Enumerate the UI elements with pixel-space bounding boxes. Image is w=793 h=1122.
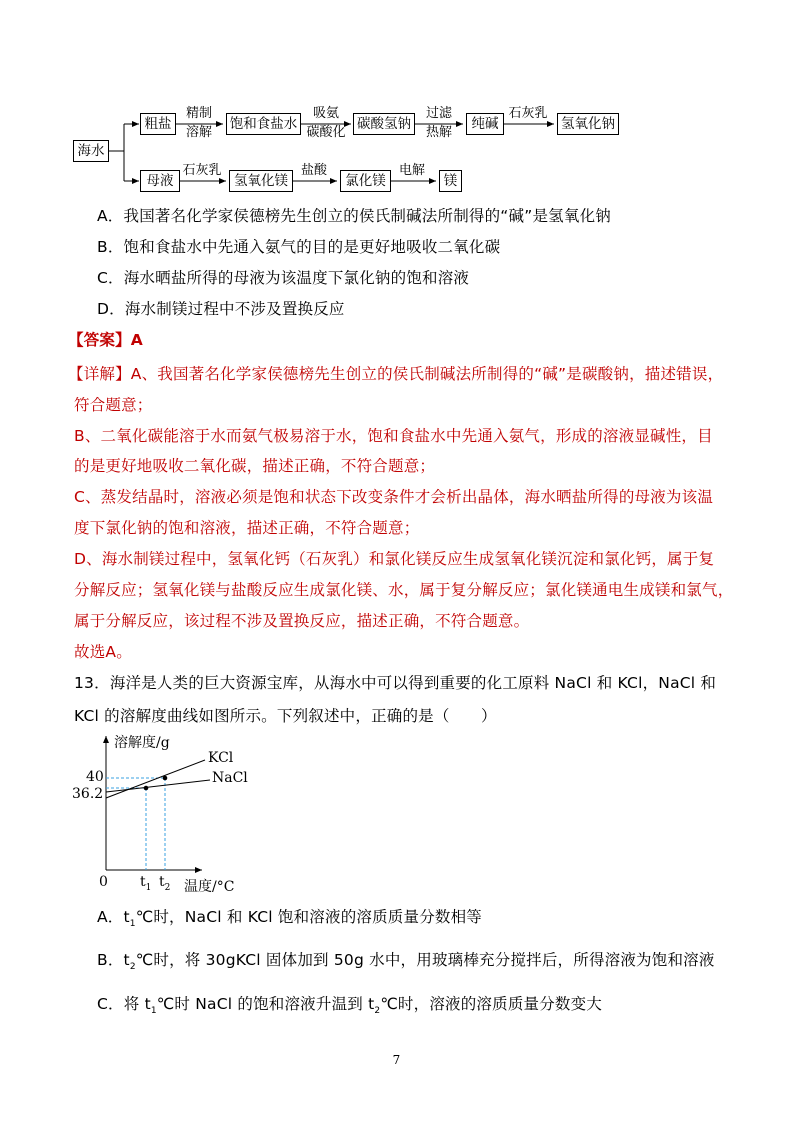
q13-stem-line-2: KCl 的溶解度曲线如图所示。下列叙述中，正确的是（ ） <box>74 707 497 725</box>
box-bicarbonate: 碳酸氢钠 <box>353 113 415 135</box>
q12-option-c: C．海水晒盐所得的母液为该温度下氯化钠的饱和溶液 <box>97 269 470 287</box>
label-step3-top: 过滤 <box>425 106 452 121</box>
chart-ylabel: 溶解度/g <box>114 735 170 751</box>
box-seawater: 海水 <box>73 140 109 162</box>
label-step5-top: 石灰乳 <box>182 163 222 178</box>
intersection-point <box>144 786 149 791</box>
q13-stem-line-1: 13．海洋是人类的巨大资源宝库，从海水中可以得到重要的化工原料 NaCl 和 KCl，NaCl 和 <box>74 674 717 692</box>
legend-kcl: KCl <box>208 750 234 766</box>
q12-option-d: D．海水制镁过程中不涉及置换反应 <box>97 300 345 318</box>
box-naoh: 氢氧化钠 <box>557 113 619 135</box>
y-tick-362: 36.2 <box>72 786 104 802</box>
detail-line-8: 分解反应；氢氧化镁与盐酸反应生成氯化镁、水，属于复分解反应；氯化镁通电生成镁和氯气， <box>74 581 734 599</box>
label-step2-top: 吸氨 <box>312 106 339 121</box>
answer-line: 【答案】A <box>68 331 143 349</box>
label-step3-bottom: 热解 <box>425 125 452 140</box>
q13-option-a: A．$t_1℃$时，NaCl 和 KCl 饱和溶液的溶质质量分数相等 <box>97 908 482 930</box>
y-tick-40: 40 <box>86 769 104 785</box>
page-number: 7 <box>392 1053 401 1067</box>
box-mgcl2: 氯化镁 <box>340 170 391 192</box>
label-step6-top: 盐酸 <box>300 163 327 178</box>
label-step2-bottom: 碳酸化 <box>306 125 346 140</box>
box-mgoh2: 氢氧化镁 <box>229 170 293 192</box>
solubility-chart <box>80 730 270 900</box>
box-soda: 纯碱 <box>466 113 504 135</box>
q13-option-b: B．$t_2℃$时，将 30gKCl 固体加到 50g 水中，用玻璃棒充分搅拌后，所得溶液为饱和溶液 <box>97 951 715 973</box>
x-tick-t2: $t_2$ <box>159 874 171 893</box>
x-tick-t1: $t_1$ <box>140 874 152 893</box>
detail-line-2: 符合题意； <box>74 396 153 414</box>
q12-option-a: A．我国著名化学家侯德榜先生创立的侯氏制碱法所制得的“碱”是氢氧化钠 <box>97 207 611 225</box>
chart-xlabel: 温度/°C <box>184 879 235 895</box>
detail-line-3: B、二氧化碳能溶于水而氨气极易溶于水，饱和食盐水中先通入氨气，形成的溶液显碱性，目 <box>74 427 713 445</box>
detail-line-7: D、海水制镁过程中，氢氧化钙（石灰乳）和氯化镁反应生成氢氧化镁沉淀和氯化钙，属于复 <box>74 550 715 568</box>
nacl-curve <box>106 780 210 792</box>
detail-line-6: 度下氯化钠的饱和溶液，描述正确，不符合题意； <box>74 519 420 537</box>
box-mother-liquor: 母液 <box>140 170 180 192</box>
label-step4-top: 石灰乳 <box>508 106 548 121</box>
box-brine: 饱和食盐水 <box>226 113 301 135</box>
detail-line-9: 属于分解反应，该过程不涉及置换反应，描述正确，不符合题意。 <box>74 612 530 630</box>
detail-line-4: 的是更好地吸收二氧化碳，描述正确，不符合题意； <box>74 457 436 475</box>
box-mg: 镁 <box>439 170 462 192</box>
label-step1-top: 精制 <box>185 106 212 121</box>
q13-option-c: C．将 $t_1℃$时 NaCl 的饱和溶液升温到 $t_2℃$时，溶液的溶质质量分数变大 <box>97 995 603 1017</box>
detail-line-1: 【详解】A、我国著名化学家侯德榜先生创立的侯氏制碱法所制得的“碱”是碳酸钠，描述错误， <box>68 365 724 383</box>
kcl-point-t2 <box>163 776 168 781</box>
detail-line-5: C、蒸发结晶时，溶液必须是饱和状态下改变条件才会析出晶体，海水晒盐所得的母液为该温 <box>74 488 714 506</box>
box-crude-salt: 粗盐 <box>140 113 176 135</box>
kcl-curve <box>106 760 205 798</box>
legend-nacl: NaCl <box>212 770 248 786</box>
origin-label: 0 <box>99 874 108 890</box>
detail-line-10: 故选A。 <box>74 643 132 661</box>
q12-option-b: B．饱和食盐水中先通入氨气的目的是更好地吸收二氧化碳 <box>97 238 501 256</box>
label-step7-top: 电解 <box>398 163 425 178</box>
label-step1-bottom: 溶解 <box>185 125 212 140</box>
